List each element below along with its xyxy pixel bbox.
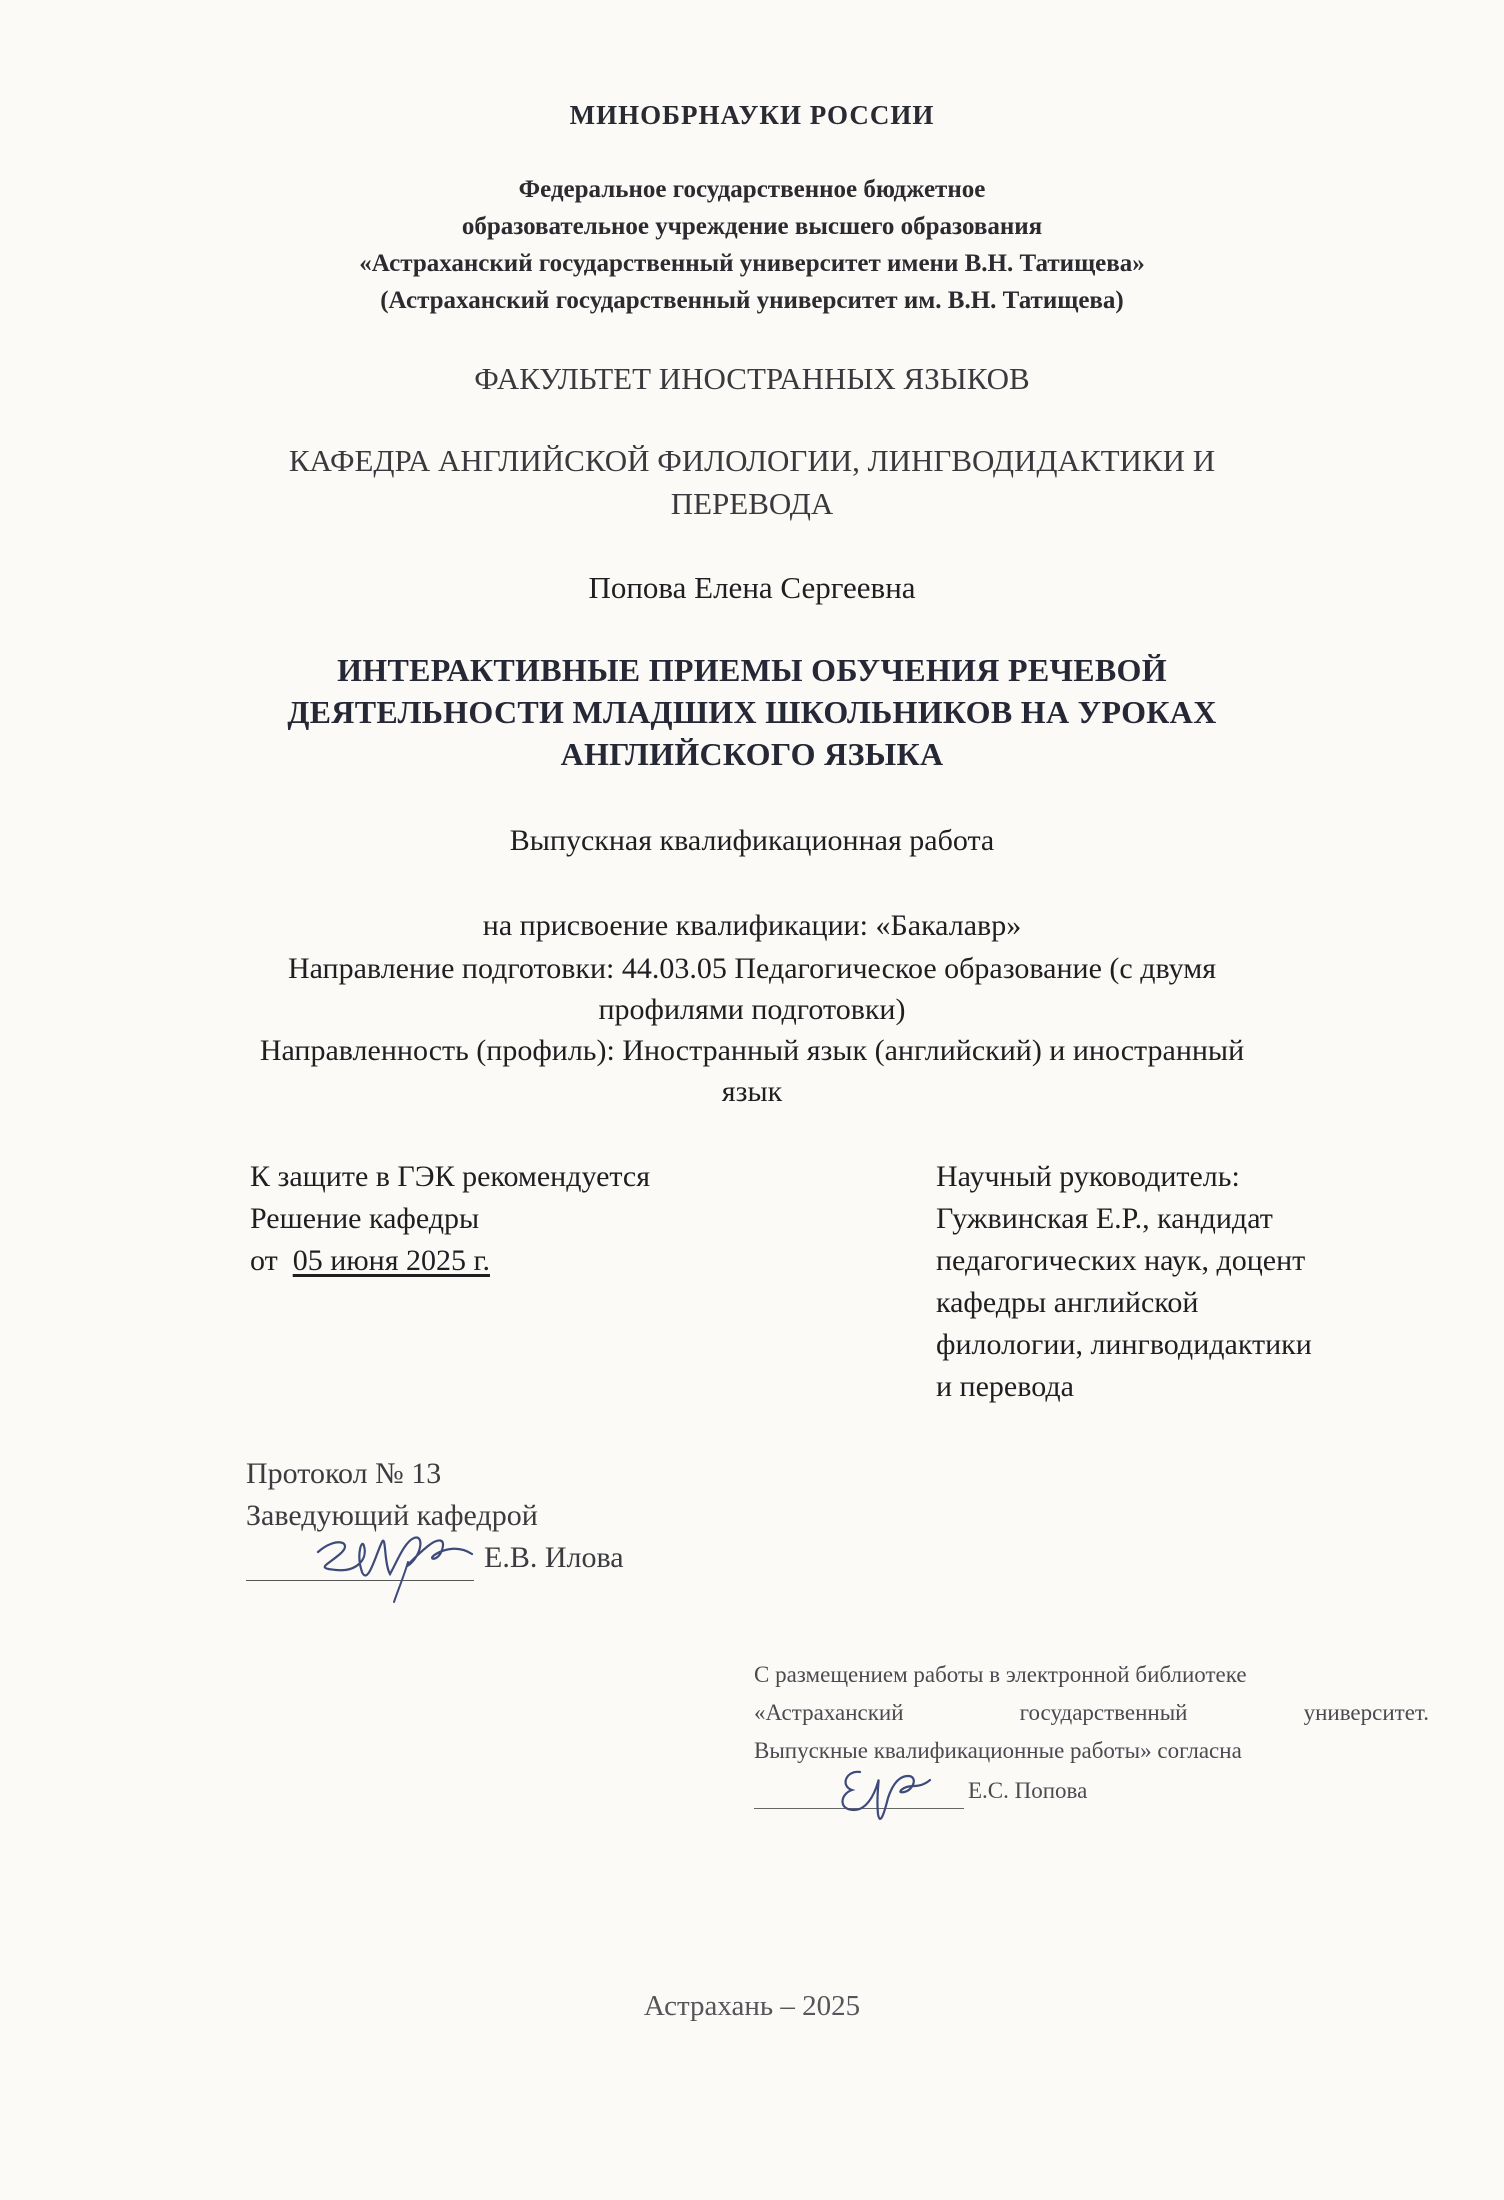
department-line-1: КАФЕДРА АНГЛИЙСКОЙ ФИЛОЛОГИИ, ЛИНГВОДИДАКТИКИ И bbox=[288, 443, 1216, 478]
work-type: Выпускная квалификационная работа bbox=[509, 824, 995, 857]
org-line-1: Федеральное государственное бюджетное bbox=[518, 176, 986, 203]
protocol-number: Протокол № 13 bbox=[246, 1457, 442, 1490]
decision-date: 05 июня 2025 г. bbox=[292, 1244, 490, 1277]
supervisor-line-4: кафедры английской bbox=[936, 1286, 1199, 1319]
author-name: Попова Елена Сергеевна bbox=[588, 570, 916, 605]
city-year: Астрахань – 2025 bbox=[643, 1990, 861, 2022]
consent-word-1: «Астраханский bbox=[754, 1700, 904, 1725]
author-short-name: Е.С. Попова bbox=[968, 1778, 1088, 1803]
ministry-heading: МИНОБРНАУКИ РОССИИ bbox=[569, 100, 935, 130]
supervisor-line-2: Гужвинская Е.Р., кандидат bbox=[936, 1202, 1273, 1235]
head-of-department-title: Заведующий кафедрой bbox=[246, 1499, 538, 1532]
profile-line-1: Направленность (профиль): Иностранный язык (английский) и иностранный bbox=[259, 1034, 1245, 1067]
thesis-title-line-1: ИНТЕРАКТИВНЫЕ ПРИЕМЫ ОБУЧЕНИЯ РЕЧЕВОЙ bbox=[337, 652, 1167, 688]
direction-line-2: профилями подготовки) bbox=[598, 993, 906, 1026]
profile-line-2: язык bbox=[721, 1075, 783, 1108]
decision-date-line bbox=[250, 1244, 490, 1278]
consent-word-2: государственный bbox=[1019, 1700, 1188, 1725]
supervisor-line-1: Научный руководитель: bbox=[936, 1160, 1240, 1193]
date-prefix: от bbox=[250, 1244, 278, 1277]
thesis-title-line-2: ДЕЯТЕЛЬНОСТИ МЛАДШИХ ШКОЛЬНИКОВ НА УРОКАХ bbox=[287, 694, 1217, 730]
org-line-3: «Астраханский государственный университет имени В.Н. Татищева» bbox=[359, 250, 1145, 277]
head-name: Е.В. Илова bbox=[484, 1541, 624, 1574]
direction-line-1: Направление подготовки: 44.03.05 Педагогическое образование (с двумя bbox=[287, 952, 1217, 985]
supervisor-line-3: педагогических наук, доцент bbox=[936, 1244, 1306, 1277]
thesis-title-line-3: АНГЛИЙСКОГО ЯЗЫКА bbox=[560, 736, 944, 772]
consent-line-1: С размещением работы в электронной библиотеке bbox=[754, 1662, 1247, 1687]
faculty-name: ФАКУЛЬТЕТ ИНОСТРАННЫХ ЯЗЫКОВ bbox=[474, 361, 1030, 396]
defense-recommendation: К защите в ГЭК рекомендуется bbox=[250, 1160, 651, 1193]
consent-line-2 bbox=[754, 1700, 1429, 1726]
supervisor-line-6: и перевода bbox=[936, 1370, 1074, 1403]
head-signature bbox=[296, 1524, 486, 1604]
consent-line-3: Выпускные квалификационные работы» согласна bbox=[754, 1738, 1242, 1763]
qualification: на присвоение квалификации: «Бакалавр» bbox=[482, 909, 1022, 942]
supervisor-line-5: филологии, лингводидактики bbox=[936, 1328, 1312, 1361]
org-line-4: (Астраханский государственный университет им. В.Н. Татищева) bbox=[380, 287, 1124, 314]
author-signature bbox=[822, 1752, 932, 1832]
org-line-2: образовательное учреждение высшего образования bbox=[461, 213, 1043, 240]
department-decision: Решение кафедры bbox=[250, 1202, 480, 1235]
consent-word-3: университет. bbox=[1303, 1700, 1429, 1725]
department-line-2: ПЕРЕВОДА bbox=[670, 486, 834, 521]
